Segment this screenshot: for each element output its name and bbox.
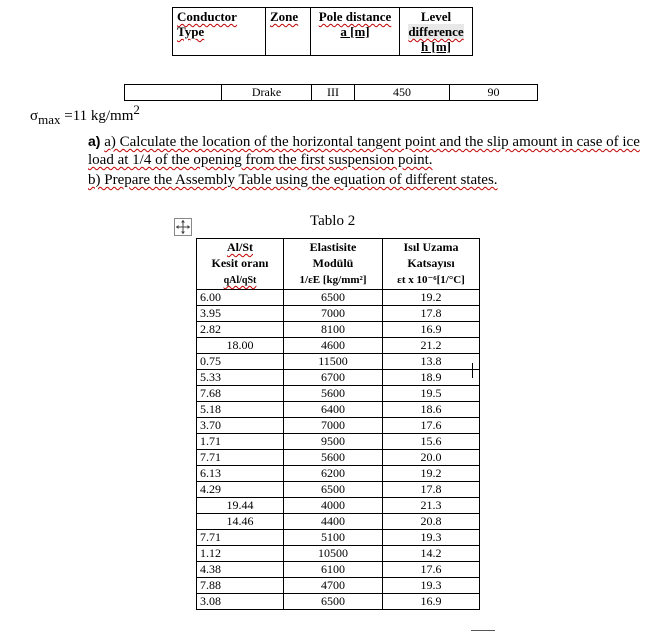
header-level-difference: Level difference h [m] — [400, 8, 473, 56]
table-row — [197, 386, 480, 402]
cell-isil-uzama: 19.2 — [383, 466, 480, 482]
cell-al-st: 4.29 — [197, 482, 284, 498]
table-row — [197, 578, 480, 594]
conductor-row-table — [124, 84, 538, 101]
cell-isil-uzama: 16.9 — [383, 594, 480, 610]
cell-elastisite: 6500 — [284, 482, 383, 498]
header-conductor-type: Conductor Type — [173, 8, 266, 56]
cell-isil-uzama: 17.6 — [383, 418, 480, 434]
end-line — [471, 630, 495, 631]
header-pole-distance: Pole distance a [m] — [311, 8, 400, 56]
cell-elastisite: 5600 — [284, 386, 383, 402]
cell-isil-uzama: 17.8 — [383, 306, 480, 322]
table-row — [197, 418, 480, 434]
header-row — [173, 8, 473, 56]
table-move-handle[interactable] — [174, 218, 192, 236]
cell-al-st: 1.12 — [197, 546, 284, 562]
cell-al-st: 18.00 — [197, 338, 284, 354]
table-row — [197, 402, 480, 418]
cell-al-st: 1.71 — [197, 434, 284, 450]
cell-elastisite: 4400 — [284, 514, 383, 530]
table-row — [197, 322, 480, 338]
table-row — [197, 482, 480, 498]
table-row — [197, 338, 480, 354]
header-isil-uzama: Isıl Uzama Katsayısı εt x 10⁻⁶[1/°C] — [383, 239, 480, 290]
cell-al-st: 7.68 — [197, 386, 284, 402]
question-b: b) Prepare the Assembly Table using the equation of different states. — [88, 172, 498, 188]
cell-elastisite: 11500 — [284, 354, 383, 370]
table-row — [197, 498, 480, 514]
cell-al-st: 19.44 — [197, 498, 284, 514]
cell-elastisite: 7000 — [284, 306, 383, 322]
cell-isil-uzama: 18.9 — [383, 370, 480, 386]
cell-al-st: 7.88 — [197, 578, 284, 594]
cell-isil-uzama: 18.6 — [383, 402, 480, 418]
cell-elastisite: 4700 — [284, 578, 383, 594]
row-cell-level: 90 — [450, 85, 538, 101]
cell-isil-uzama: 20.0 — [383, 450, 480, 466]
cell-isil-uzama: 19.5 — [383, 386, 480, 402]
cell-elastisite: 6500 — [284, 290, 383, 306]
cell-elastisite: 6700 — [284, 370, 383, 386]
table-row — [197, 546, 480, 562]
table-row — [197, 354, 480, 370]
cell-elastisite: 8100 — [284, 322, 383, 338]
cell-al-st: 5.33 — [197, 370, 284, 386]
cell-al-st: 14.46 — [197, 514, 284, 530]
text-cursor — [472, 363, 473, 378]
table-row — [197, 466, 480, 482]
table-row — [197, 306, 480, 322]
cell-isil-uzama: 17.8 — [383, 482, 480, 498]
header-zone: Zone — [266, 8, 311, 56]
row-cell-type: Drake — [222, 85, 312, 101]
table-row — [197, 290, 480, 306]
header-table — [172, 7, 473, 56]
row-cell-empty — [125, 85, 222, 101]
table-row — [197, 370, 480, 386]
cell-isil-uzama: 19.3 — [383, 530, 480, 546]
table-row — [197, 562, 480, 578]
cell-isil-uzama: 21.2 — [383, 338, 480, 354]
row-cell-zone: III — [312, 85, 355, 101]
cell-elastisite: 6200 — [284, 466, 383, 482]
cell-isil-uzama: 15.6 — [383, 434, 480, 450]
data-table-body — [197, 290, 480, 610]
cell-al-st: 4.38 — [197, 562, 284, 578]
cell-al-st: 3.70 — [197, 418, 284, 434]
row-cell-distance: 450 — [355, 85, 450, 101]
data-table — [196, 238, 480, 610]
question-a-text: a) Calculate the location of the horizontal tangent point and the slip amount in case of ice load at 1/4 of the opening from the first suspension point. — [88, 134, 640, 168]
cell-elastisite: 4000 — [284, 498, 383, 514]
cell-elastisite: 9500 — [284, 434, 383, 450]
cell-isil-uzama: 20.8 — [383, 514, 480, 530]
cell-isil-uzama: 16.9 — [383, 322, 480, 338]
cell-isil-uzama: 21.3 — [383, 498, 480, 514]
data-table-header — [197, 239, 480, 290]
sigma-max-line: $\sigma_{max} =11$ $kg/mm^2$ — [30, 102, 140, 127]
cell-al-st: 5.18 — [197, 402, 284, 418]
table-row — [197, 530, 480, 546]
table-row — [197, 514, 480, 530]
table-row — [197, 594, 480, 610]
cell-isil-uzama: 17.6 — [383, 562, 480, 578]
cell-al-st: 2.82 — [197, 322, 284, 338]
cell-elastisite: 5600 — [284, 450, 383, 466]
conductor-row — [125, 85, 538, 101]
question-a — [88, 132, 658, 169]
cell-isil-uzama: 14.2 — [383, 546, 480, 562]
cell-al-st: 3.95 — [197, 306, 284, 322]
table-caption: Tablo 2 — [310, 213, 356, 229]
cell-al-st: 7.71 — [197, 530, 284, 546]
header-elastisite: Elastisite Modülü 1/εE [kg/mm²] — [284, 239, 383, 290]
cell-isil-uzama: 19.3 — [383, 578, 480, 594]
cell-elastisite: 6500 — [284, 594, 383, 610]
cell-al-st: 6.13 — [197, 466, 284, 482]
cell-al-st: 6.00 — [197, 290, 284, 306]
move-icon — [175, 219, 191, 235]
cell-al-st: 7.71 — [197, 450, 284, 466]
table-row — [197, 434, 480, 450]
cell-elastisite: 6400 — [284, 402, 383, 418]
header-al-st: Al/St Kesit oranı qAl/qSt — [197, 239, 284, 290]
cell-elastisite: 6100 — [284, 562, 383, 578]
cell-al-st: 3.08 — [197, 594, 284, 610]
cell-isil-uzama: 19.2 — [383, 290, 480, 306]
cell-elastisite: 10500 — [284, 546, 383, 562]
cell-elastisite: 5100 — [284, 530, 383, 546]
cell-isil-uzama: 13.8 — [383, 354, 480, 370]
cell-al-st: 0.75 — [197, 354, 284, 370]
table-row — [197, 450, 480, 466]
cell-elastisite: 4600 — [284, 338, 383, 354]
question-a-label: a) — [88, 133, 101, 149]
cell-elastisite: 7000 — [284, 418, 383, 434]
